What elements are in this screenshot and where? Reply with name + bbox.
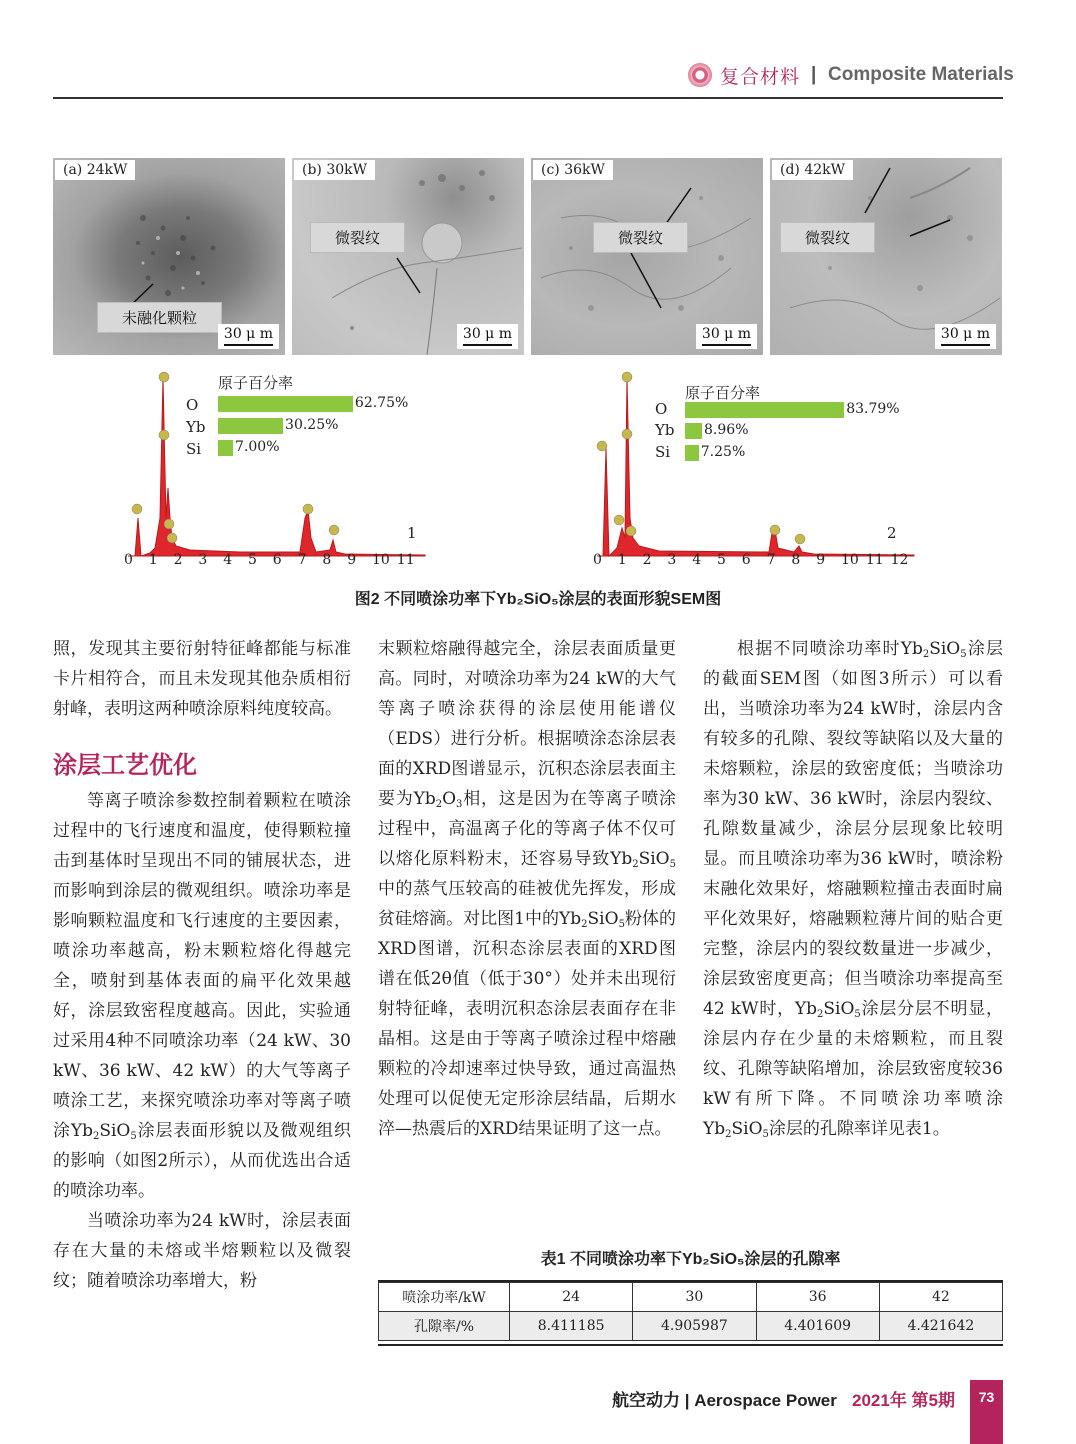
eds-x-tick-label: 6 xyxy=(272,552,282,568)
text-run: SiO xyxy=(587,909,619,929)
body-column-1 xyxy=(53,634,351,1296)
text-run: 涂层的孔隙率详见表1。 xyxy=(768,1119,950,1139)
eds-1-label-yb: Yb xyxy=(186,418,206,436)
eds-2-bar-o xyxy=(685,402,844,418)
eds-2-label-o: O xyxy=(655,400,668,418)
section-heading: 涂层工艺优化 xyxy=(53,752,197,779)
eds-x-tick-label: 10 xyxy=(841,552,859,568)
text-run: 粉体的XRD图谱，沉积态涂层表面的XRD图谱在低2θ值（低于30°）处并未出现衍射特征峰，表明沉积态涂层表面存在非晶相。这是由于等离子喷涂过程中熔融颗粒的冷却速率过快导致，通过高温热处理可以促使无定形涂层结晶，后期水淬—热震后的XRD结果证明了这一点。 xyxy=(378,909,677,1139)
eds-x-tick-label: 2 xyxy=(642,552,652,568)
subscript: 3 xyxy=(456,799,463,810)
scalebar-c-text: 30 μ m xyxy=(701,326,751,342)
sem-panel-c-scalebar xyxy=(696,324,757,349)
header-separator: | xyxy=(811,64,817,85)
eds-spectrum-1 xyxy=(120,368,440,578)
text-run: SiO xyxy=(929,639,961,659)
sem-panel-d-label: (d) 42kW xyxy=(772,160,853,180)
sem-panel-b-scalebar xyxy=(457,324,518,349)
eds-1-title: 原子百分率 xyxy=(218,374,294,392)
eds-2-title: 原子百分率 xyxy=(685,384,761,402)
footer-journal: 航空动力 | Aerospace Power xyxy=(612,1391,837,1410)
sem-panel-b-label: (b) 30kW xyxy=(294,160,375,180)
eds-x-tick-label: 1 xyxy=(148,552,158,568)
table-bottom-rule xyxy=(378,1344,1003,1346)
table-cell: 24 xyxy=(510,1283,633,1312)
eds-x-tick-label: 10 xyxy=(372,552,390,568)
table-cell: 8.411185 xyxy=(510,1312,633,1341)
table-cell: 4.401609 xyxy=(756,1312,879,1341)
eds-1-label-o: O xyxy=(186,396,199,414)
subscript: 2 xyxy=(922,649,930,660)
subscript: 2 xyxy=(435,799,443,810)
eds-2-value-yb: 8.96% xyxy=(704,422,749,438)
col2-paragraph xyxy=(378,634,676,1144)
header-rule xyxy=(53,97,1003,99)
sem-panel-d-annotation: 微裂纹 xyxy=(780,222,875,253)
eds-spectrum-2 xyxy=(589,368,919,578)
eds-2-label-si: Si xyxy=(655,443,671,461)
eds-x-tick-label: 2 xyxy=(173,552,183,568)
table-cell: 42 xyxy=(879,1283,1002,1312)
eds-2-value-si: 7.25% xyxy=(700,444,746,460)
sem-panel-d-scalebar xyxy=(935,324,996,349)
body-column-2 xyxy=(378,634,676,1144)
eds-1-bar-si xyxy=(218,440,233,456)
subscript: 2 xyxy=(581,919,588,930)
header-section-cn: 复合材料 xyxy=(720,67,801,88)
eds-x-tick-label: 5 xyxy=(717,552,726,568)
table-row xyxy=(379,1283,1003,1312)
table-row-header: 孔隙率/% xyxy=(379,1312,510,1341)
eds-1-bar-yb xyxy=(218,418,283,434)
eds-1-value-o: 62.75% xyxy=(354,395,409,411)
body-column-3 xyxy=(703,634,1003,1144)
eds-x-tick-label: 5 xyxy=(248,552,257,568)
col3-paragraph xyxy=(703,634,1003,1144)
text-run: 涂层表面形貌以及微观组织的影响（如图2所示），从而优选出合适的喷涂功率。 xyxy=(53,1121,352,1201)
journal-logo-icon xyxy=(688,63,712,87)
eds-1-value-si: 7.00% xyxy=(235,439,280,455)
text-run: SiO xyxy=(99,1121,131,1141)
table-row-header: 喷涂功率/kW xyxy=(379,1283,510,1312)
eds-x-tick-label: 3 xyxy=(667,552,677,568)
sem-panel-b xyxy=(292,158,524,355)
text-run: 等离子喷涂参数控制着颗粒在喷涂过程中的飞行速度和温度，使得颗粒撞击到基体时呈现出不同的铺展状态，进而影响到涂层的微观组织。喷涂功率是影响颗粒温度和飞行速度的主要因素，喷涂功率越高，粉末颗粒熔化得越完全，喷射到基体表面的扁平化效果越好，涂层致密程度越高。因此，实验通过采用4种不同喷涂功率（24 kW、30 kW、36 kW、42 kW）的大气等离子喷涂工艺，来探究喷涂功率对等离子喷涂Yb xyxy=(53,791,351,1141)
scalebar-d-text: 30 μ m xyxy=(940,326,990,342)
eds-x-tick-label: 8 xyxy=(322,552,332,568)
eds-x-tick-label: 4 xyxy=(223,552,233,568)
table-cell: 4.905987 xyxy=(633,1312,756,1341)
subscript: 5 xyxy=(854,1009,861,1020)
eds-x-tick-label: 6 xyxy=(741,552,751,568)
text-run: SiO xyxy=(731,1119,763,1139)
footer-issue: 2021年 第5期 xyxy=(852,1391,955,1410)
page-header xyxy=(0,0,1076,100)
text-run: 根据不同喷涂功率时Yb xyxy=(737,639,923,659)
eds-1-bar-o xyxy=(218,396,353,412)
subscript: 2 xyxy=(817,1009,824,1020)
table-cell: 30 xyxy=(633,1283,756,1312)
sem-panel-c-label: (c) 36kW xyxy=(533,160,613,180)
subscript: 5 xyxy=(762,1129,769,1140)
figure-2-caption: 图2 不同喷涂功率下Yb₂SiO₅涂层的表面形貌SEM图 xyxy=(354,591,722,608)
eds-x-tick-label: 8 xyxy=(791,552,801,568)
text-run: 涂层的截面SEM图（如图3所示）可以看出，当喷涂功率为24 kW时，涂层内含有较多的孔隙、裂纹等缺陷以及大量的未熔颗粒，涂层的致密度低；当喷涂功率为30 kW、36 kW时，涂层内裂纹、孔隙数量减少，涂层分层现象比较明显。而且喷涂功率为36 kW时，喷涂粉末融化效果好，熔融颗粒撞击表面时扁平化效果好，熔融颗粒薄片间的贴合更完整，涂层内的裂纹数量进一步减少，涂层致密度更高；但当喷涂功率提高至42 kW时，Yb xyxy=(703,639,1004,1019)
text-run: 末颗粒熔融得越完全，涂层表面质量更高。同时，对喷涂功率为24 kW的大气等离子喷涂获得的涂层使用能谱仪（EDS）进行分析。根据喷涂态涂层表面的XRD图谱显示，沉积态涂层表面主要为Yb xyxy=(378,639,676,809)
table-1-caption: 表1 不同喷涂功率下Yb₂SiO₅涂层的孔隙率 xyxy=(540,1251,841,1268)
porosity-table xyxy=(378,1282,1003,1341)
sem-panel-a xyxy=(53,158,285,355)
subscript: 2 xyxy=(632,859,639,870)
sem-panel-b-annotation: 微裂纹 xyxy=(310,222,405,253)
subscript: 5 xyxy=(669,859,676,870)
sem-panel-a-annotation: 未融化颗粒 xyxy=(97,302,222,333)
sem-panel-a-label: (a) 24kW xyxy=(55,160,135,180)
scalebar-a-text: 30 μ m xyxy=(223,326,273,342)
sem-panel-d xyxy=(770,158,1002,355)
eds-x-tick-label: 7 xyxy=(766,552,776,568)
col1-intro-paragraph: 照，发现其主要衍射特征峰都能与标准卡片相符合，而且未发现其他杂质相衍射峰，表明这两种喷涂原料纯度较高。 xyxy=(53,639,351,719)
eds-2-bar-yb xyxy=(685,423,702,439)
eds-x-tick-label: 1 xyxy=(617,552,627,568)
eds-1-value-yb: 30.25% xyxy=(285,417,339,433)
eds-x-tick-label: 11 xyxy=(396,552,415,568)
eds-x-tick-label: 12 xyxy=(890,552,909,568)
eds-x-tick-label: 11 xyxy=(865,552,884,568)
eds-2-bar-si xyxy=(685,445,699,461)
eds-x-tick-label: 7 xyxy=(297,552,307,568)
eds-2-label-yb: Yb xyxy=(655,421,675,439)
table-cell: 4.421642 xyxy=(879,1312,1002,1341)
eds-x-tick-label: 9 xyxy=(816,552,826,568)
eds-2-id-label: 2 xyxy=(887,524,897,542)
sem-panel-c xyxy=(531,158,763,355)
header-section-en: Composite Materials xyxy=(828,64,1014,85)
eds-1-id-label: 1 xyxy=(407,524,417,542)
subscript: 5 xyxy=(618,919,625,930)
page-number: 73 xyxy=(970,1380,1003,1444)
eds-1-label-si: Si xyxy=(186,440,202,458)
scalebar-b-text: 30 μ m xyxy=(462,326,512,342)
eds-x-tick-label: 0 xyxy=(124,552,133,568)
text-run: 相，这是因为在等离子喷涂过程中，高温离子化的等离子体不仅可以熔化原料粉末，还容易导致Yb xyxy=(378,789,677,869)
text-run: SiO xyxy=(638,849,670,869)
col1-paragraph-2: 当喷涂功率为24 kW时，涂层表面存在大量的未熔或半熔颗粒以及微裂纹；随着喷涂功率增大，粉 xyxy=(53,1211,351,1291)
subscript: 5 xyxy=(130,1131,137,1142)
eds-x-tick-label: 3 xyxy=(198,552,208,568)
subscript: 2 xyxy=(725,1129,732,1140)
eds-2-value-o: 83.79% xyxy=(846,401,900,417)
subscript: 5 xyxy=(960,649,967,660)
eds-x-tick-label: 0 xyxy=(593,552,602,568)
text-run: 涂层分层不明显，涂层内存在少量的未熔颗粒，而且裂纹、孔隙等缺陷增加，涂层致密度较36 kW有所下降。不同喷涂功率喷涂Yb xyxy=(703,999,1003,1139)
text-run: 中的蒸气压较高的硅被优先挥发，形成贫硅熔滴。对比图1中的Yb xyxy=(378,879,676,929)
subscript: 2 xyxy=(92,1131,100,1142)
sem-panel-c-annotation: 微裂纹 xyxy=(593,222,688,253)
col1-paragraph-1 xyxy=(53,786,351,1206)
sem-panel-a-scalebar xyxy=(218,324,279,349)
table-cell: 36 xyxy=(756,1283,879,1312)
eds-x-tick-label: 4 xyxy=(692,552,702,568)
text-run: SiO xyxy=(823,999,855,1019)
text-run: O xyxy=(442,789,457,809)
eds-x-tick-label: 9 xyxy=(347,552,357,568)
table-row xyxy=(379,1312,1003,1341)
